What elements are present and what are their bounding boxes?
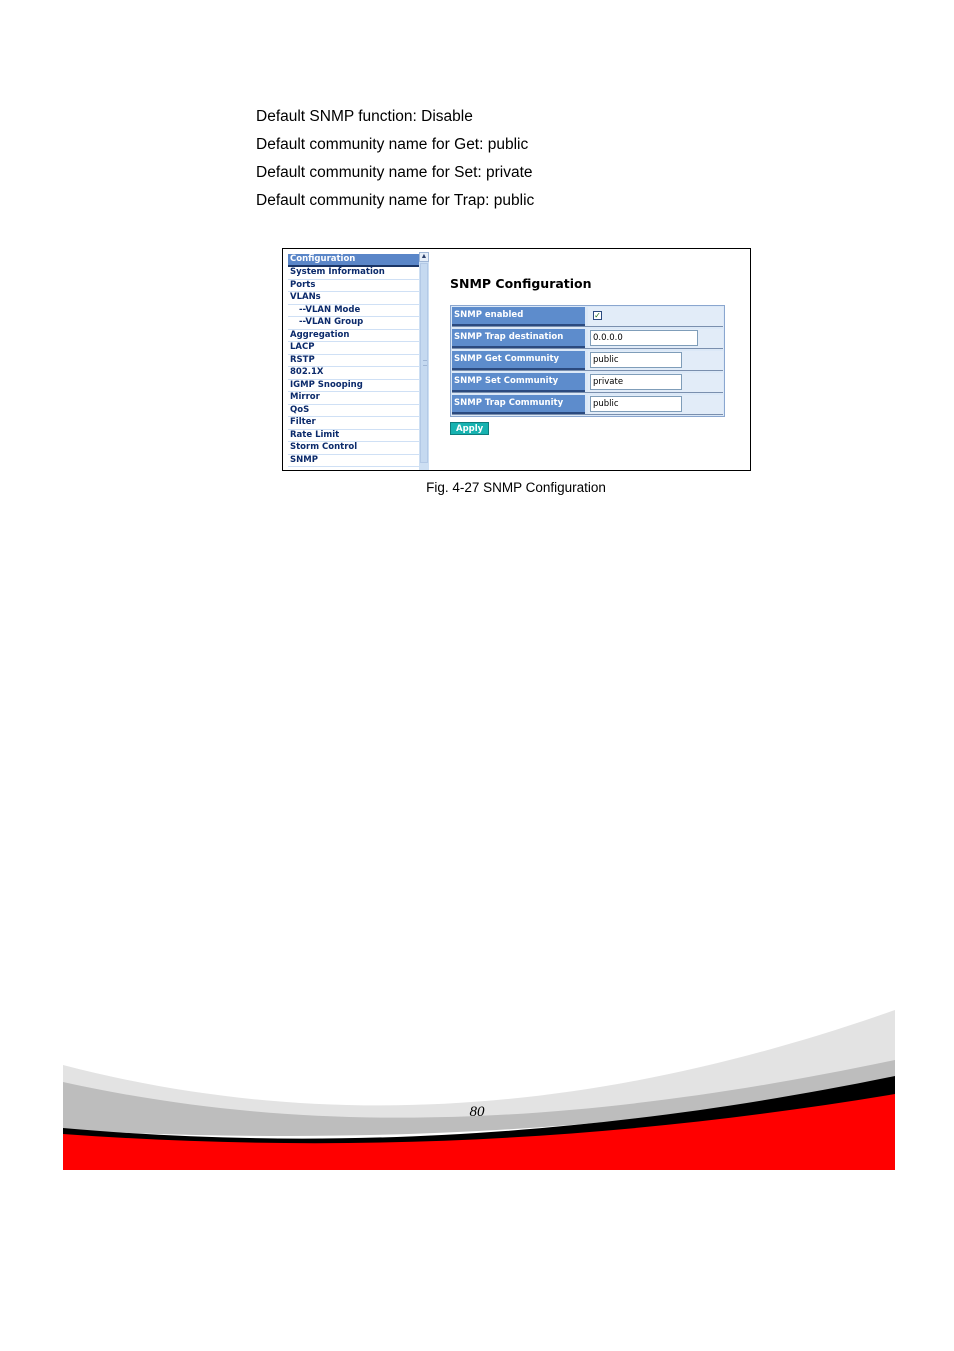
row-value-cell <box>588 351 723 370</box>
menu-item-rstp[interactable]: RSTP <box>288 355 419 368</box>
table-row <box>452 395 723 415</box>
row-label-trap-destination: SNMP Trap destination <box>452 329 585 348</box>
table-row <box>452 351 723 371</box>
menu-item-lacp[interactable]: LACP <box>288 342 419 355</box>
menu-item-aggregation[interactable]: Aggregation <box>288 330 419 343</box>
scroll-up-icon[interactable]: ▲ <box>420 253 428 260</box>
trap-destination-input[interactable]: 0.0.0.0 <box>590 330 698 346</box>
menu-item-vlans[interactable]: VLANs <box>288 292 419 305</box>
row-label-get-community: SNMP Get Community <box>452 351 585 370</box>
menu-item-system-information[interactable]: System Information <box>288 267 419 280</box>
get-community-input[interactable]: public <box>590 352 682 368</box>
scroll-thumb[interactable] <box>420 263 428 463</box>
row-value-cell <box>588 329 723 348</box>
menu-item-ports[interactable]: Ports <box>288 280 419 293</box>
menu-item-vlan-group[interactable]: --VLAN Group <box>288 317 419 330</box>
nav-menu <box>288 254 419 470</box>
trap-community-input[interactable]: public <box>590 396 682 412</box>
paragraph-default-set-community: Default community name for Set: private <box>256 164 533 181</box>
page-number: 80 <box>469 1104 485 1120</box>
menu-item-vlan-mode[interactable]: --VLAN Mode <box>288 305 419 318</box>
menu-scrollbar[interactable] <box>419 252 429 470</box>
table-row <box>452 307 723 327</box>
table-row <box>452 329 723 349</box>
menu-item-storm-control[interactable]: Storm Control <box>288 442 419 455</box>
row-label-set-community: SNMP Set Community <box>452 373 585 392</box>
snmp-enabled-checkbox[interactable]: ✓ <box>594 311 601 320</box>
paragraph-default-trap-community: Default community name for Trap: public <box>256 192 535 209</box>
set-community-input[interactable]: private <box>590 374 682 390</box>
row-value-cell <box>588 307 723 326</box>
menu-item-mirror[interactable]: Mirror <box>288 392 419 405</box>
row-value-cell <box>588 373 723 392</box>
menu-item-configuration[interactable]: Configuration <box>288 254 419 267</box>
scroll-grip-icon <box>423 360 427 366</box>
apply-button[interactable]: Apply <box>450 422 489 435</box>
menu-item-rate-limit[interactable]: Rate Limit <box>288 430 419 443</box>
menu-item-qos[interactable]: QoS <box>288 405 419 418</box>
paragraph-default-snmp-function: Default SNMP function: Disable <box>256 108 473 125</box>
row-label-trap-community: SNMP Trap Community <box>452 395 585 414</box>
menu-item-igmp-snooping[interactable]: IGMP Snooping <box>288 380 419 393</box>
row-label-snmp-enabled: SNMP enabled <box>452 307 585 326</box>
snmp-configuration-screenshot <box>282 248 751 471</box>
menu-item-filter[interactable]: Filter <box>288 417 419 430</box>
table-row <box>452 373 723 393</box>
footer-swoosh-graphic <box>63 1010 895 1170</box>
page-title: SNMP Configuration <box>450 276 592 291</box>
figure-caption: Fig. 4-27 SNMP Configuration <box>426 480 606 495</box>
row-value-cell <box>588 395 723 414</box>
menu-item-802-1x[interactable]: 802.1X <box>288 367 419 380</box>
paragraph-default-get-community: Default community name for Get: public <box>256 136 529 153</box>
snmp-config-table <box>450 305 725 417</box>
menu-item-snmp[interactable]: SNMP <box>288 455 419 468</box>
